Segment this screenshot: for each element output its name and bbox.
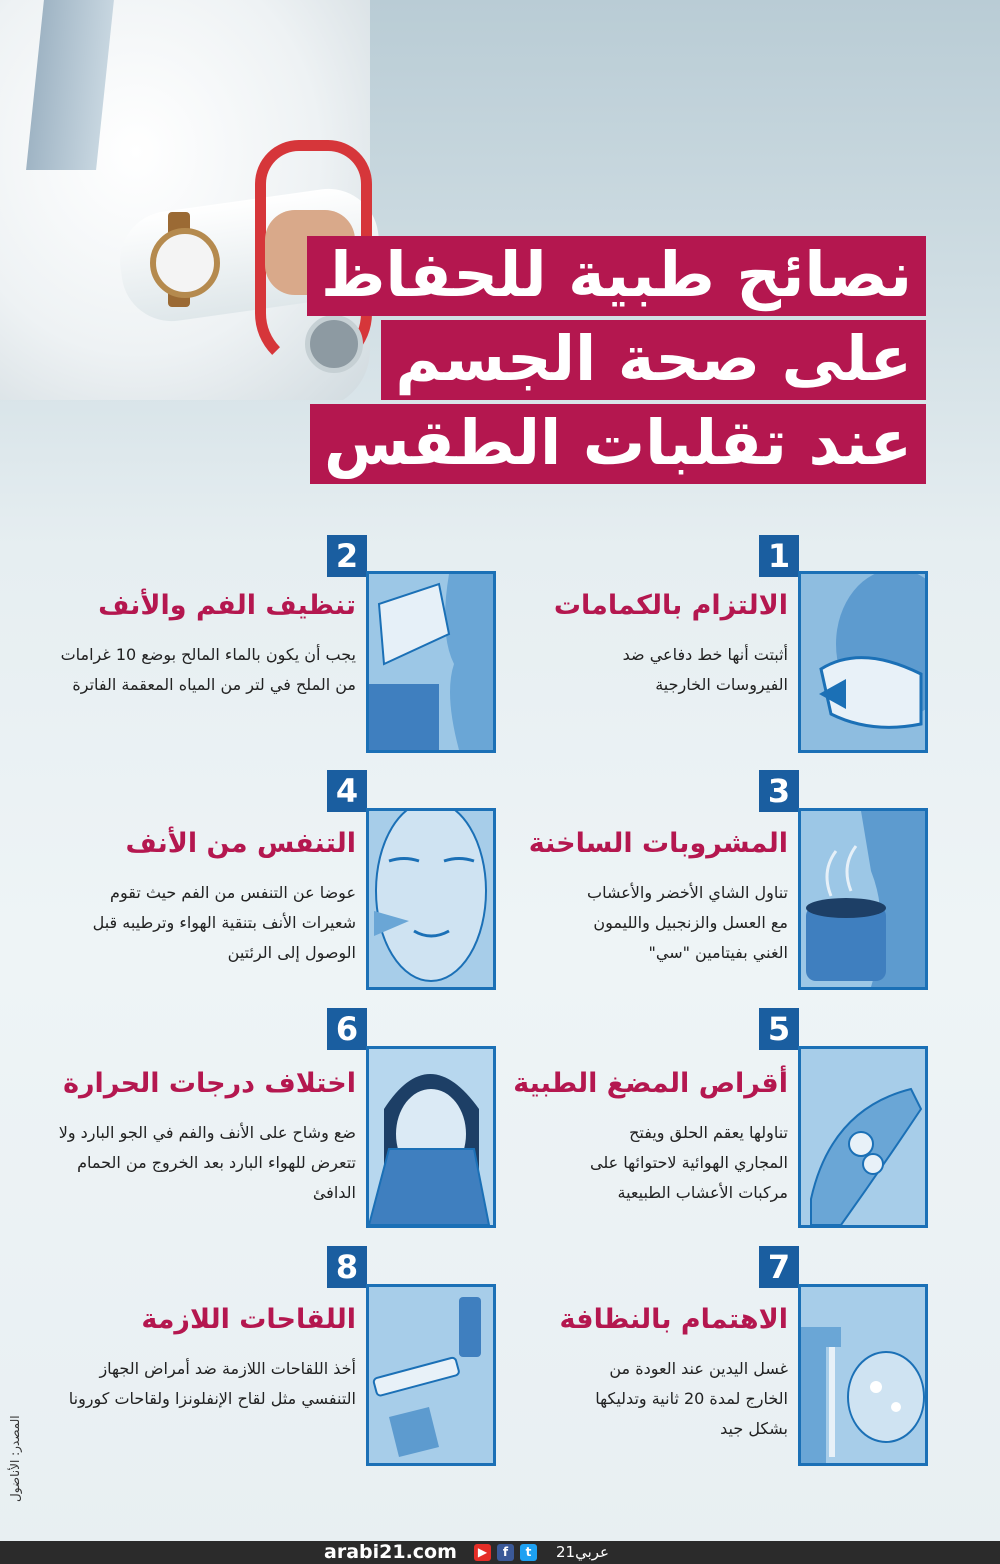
tip-5-text: تناولها يعقم الحلق ويفتح المجاري الهوائية لاحتوائها على مركبات الأعشاب الطبيعية bbox=[590, 1123, 788, 1202]
tip-7-number: 7 bbox=[759, 1246, 799, 1288]
tip-8-text: أخذ اللقاحات اللازمة ضد أمراض الجهاز التنفسي مثل لقاح الإنفلونزا ولقاحات كورونا bbox=[68, 1359, 356, 1408]
title-line-2: على صحة الجسم bbox=[381, 320, 926, 400]
tip-8-heading: اللقاحات اللازمة bbox=[141, 1304, 356, 1335]
tip-4-text: عوضا عن التنفس من الفم حيث تقوم شعيرات الأنف بتنقية الهواء وترطيبه قبل الوصول إلى الرئتين bbox=[92, 883, 356, 962]
source-credit: المصدر: الأناضول bbox=[8, 1415, 22, 1502]
site-url[interactable]: arabi21.com bbox=[324, 1541, 457, 1563]
page-title bbox=[321, 236, 926, 488]
tip-6-image bbox=[366, 1046, 496, 1228]
tip-5-heading: أقراص المضغ الطبية bbox=[513, 1068, 788, 1099]
tip-3-text: تناول الشاي الأخضر والأعشاب مع العسل والزنجبيل والليمون الغني بفيتامين "سي" bbox=[587, 883, 788, 962]
title-line-3: عند تقلبات الطقس bbox=[310, 404, 926, 484]
brand-logo: عربي21 bbox=[556, 1543, 609, 1561]
tip-3-heading: المشروبات الساخنة bbox=[528, 828, 788, 859]
tip-2-text: يجب أن يكون بالماء المالح بوضع 10 غرامات من الملح في لتر من المياه المعقمة الفاترة bbox=[60, 645, 356, 694]
tip-4-number: 4 bbox=[327, 770, 367, 812]
tip-2-number: 2 bbox=[327, 535, 367, 577]
twitter-icon[interactable]: t bbox=[520, 1544, 537, 1561]
watch-icon bbox=[150, 228, 220, 298]
tip-1-image bbox=[798, 571, 928, 753]
tip-6-heading: اختلاف درجات الحرارة bbox=[63, 1068, 356, 1099]
tip-8-image bbox=[366, 1284, 496, 1466]
tip-2-image bbox=[366, 571, 496, 753]
tip-1-number: 1 bbox=[759, 535, 799, 577]
tip-7-heading: الاهتمام بالنظافة bbox=[559, 1304, 788, 1335]
tip-1-text: أثبتت أنها خط دفاعي ضد الفيروسات الخارجية bbox=[622, 645, 788, 694]
tip-6-number: 6 bbox=[327, 1008, 367, 1050]
youtube-icon[interactable]: ▶ bbox=[474, 1544, 491, 1561]
tip-1-heading: الالتزام بالكمامات bbox=[553, 590, 788, 621]
tip-5-number: 5 bbox=[759, 1008, 799, 1050]
tip-4-heading: التنفس من الأنف bbox=[125, 828, 356, 859]
tip-3-image bbox=[798, 808, 928, 990]
facebook-icon[interactable]: f bbox=[497, 1544, 514, 1561]
tip-2-heading: تنظيف الفم والأنف bbox=[98, 590, 356, 621]
tip-6-text: ضع وشاح على الأنف والفم في الجو البارد ولا تتعرض للهواء البارد بعد الخروج من الحمام الدافئ bbox=[58, 1123, 356, 1202]
tip-8-number: 8 bbox=[327, 1246, 367, 1288]
title-line-1: نصائح طبية للحفاظ bbox=[307, 236, 926, 316]
tip-4-image bbox=[366, 808, 496, 990]
tip-7-text: غسل اليدين عند العودة من الخارج لمدة 20 ثانية وتدليكها بشكل جيد bbox=[595, 1359, 788, 1438]
tip-5-image bbox=[798, 1046, 928, 1228]
tip-7-image bbox=[798, 1284, 928, 1466]
doctor-illustration bbox=[0, 0, 380, 400]
tip-3-number: 3 bbox=[759, 770, 799, 812]
